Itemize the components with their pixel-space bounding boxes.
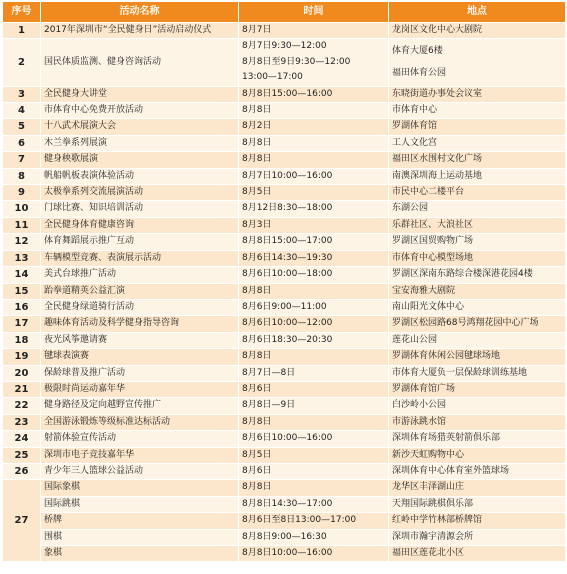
activity-time-line: 8月8日: [242, 416, 272, 427]
activity-name: [41, 447, 239, 463]
activity-location: [389, 217, 566, 233]
activity-name-line: 夜光风筝邀请赛: [44, 334, 108, 345]
activity-location-line: 福田体育公园: [392, 68, 447, 79]
row-number: 13: [3, 250, 41, 266]
activity-name: [41, 316, 239, 332]
activity-name: [41, 414, 239, 430]
activity-name: [41, 103, 239, 119]
activity-name: [41, 365, 239, 381]
row-number: 11: [3, 217, 41, 233]
table-row: [3, 234, 566, 250]
activity-location: 福田区莲花北小区: [389, 546, 566, 562]
activity-time: [239, 283, 389, 299]
activity-name: [41, 398, 239, 414]
activity-name: [41, 431, 239, 447]
activity-location-line: 罗湖体育休闲公园毽球场地: [392, 351, 501, 362]
activity-name-line: 射箭体验宣传活动: [44, 433, 117, 444]
activity-time: [239, 103, 389, 119]
activity-location: 龙华区丰泽湖山庄: [389, 480, 566, 496]
activity-time-line: 8月8日至9日9:30—12:00: [242, 56, 351, 67]
activity-location-line: 市体育中心: [392, 105, 438, 116]
table-row: [3, 365, 566, 381]
activity-time-line: 8月7日—8日: [242, 367, 296, 378]
activity-time: [239, 86, 389, 102]
activity-time: [239, 201, 389, 217]
row-number: 20: [3, 365, 41, 381]
activity-location: [389, 283, 566, 299]
activity-location: [389, 414, 566, 430]
table-row: [3, 168, 566, 184]
activity-time-line: 8月7日9:30—12:00: [242, 41, 327, 52]
table-row: [3, 381, 566, 397]
activity-time: [239, 152, 389, 168]
activity-time: [239, 185, 389, 201]
activity-time: [239, 463, 389, 479]
activity-name-line: 全民健身绿道骑行活动: [44, 301, 135, 312]
activity-name-line: 青少年三人篮球公益活动: [44, 465, 144, 476]
row-number: 21: [3, 381, 41, 397]
table-header-row: [3, 2, 566, 23]
activity-location-line: 罗湖区国贸购物广场: [392, 236, 474, 247]
activity-time-line: 8月3日: [242, 219, 272, 230]
activity-location-line: 罗湖区深南东路综合楼深港花园4楼: [392, 269, 533, 280]
activity-location: [389, 39, 566, 86]
activity-location-line: 福田区水围村文化广场: [392, 154, 483, 165]
activity-name: [41, 463, 239, 479]
activity-time: [239, 250, 389, 266]
activity-time: [239, 332, 389, 348]
activity-location: [389, 250, 566, 266]
activity-time-line: 8月5日: [242, 187, 272, 198]
table-row: [3, 283, 566, 299]
table-row: [3, 103, 566, 119]
table-row: [3, 513, 566, 529]
activity-name: [41, 23, 239, 39]
activity-name-line: 太极拳系列交流展演活动: [44, 187, 144, 198]
activity-location: [389, 332, 566, 348]
row-number: 14: [3, 267, 41, 283]
activity-time-line: 8月6日10:00—16:00: [242, 433, 333, 444]
row-number: 8: [3, 168, 41, 184]
activity-name: [41, 119, 239, 135]
table-row: [3, 217, 566, 233]
row-number: 16: [3, 299, 41, 315]
activity-time-line: 8月8日: [242, 351, 272, 362]
activity-time: [239, 234, 389, 250]
row-number: 3: [3, 86, 41, 102]
activity-time-line: 8月6日9:00—11:00: [242, 301, 327, 312]
activity-name-line: 十八武术展演大会: [44, 121, 117, 132]
activity-location-line: 南澳深圳海上运动基地: [392, 170, 483, 181]
activity-name: [41, 299, 239, 315]
activity-location: [389, 365, 566, 381]
table-row: [3, 463, 566, 479]
table-row: [3, 398, 566, 414]
activity-name-line: 门球比赛、知识培训活动: [44, 203, 144, 214]
activity-location: [389, 316, 566, 332]
activity-name: 桥牌: [41, 513, 239, 529]
activity-location-line: 乐群社区、大浪社区: [392, 219, 474, 230]
activity-name-line: 极限时尚运动嘉年华: [44, 383, 126, 394]
header-time: 时间: [239, 2, 389, 23]
activity-name-line: 健身秧歌展演: [44, 154, 99, 165]
table-row: [3, 135, 566, 151]
activity-time: [239, 267, 389, 283]
activity-location-line: 市体育中心模型场地: [392, 252, 474, 263]
activity-name-line: 木兰拳系列展演: [44, 137, 108, 148]
activity-location-line: 东晓街道办事处会议室: [392, 88, 483, 99]
activity-location: 天翔国际跳棋俱乐部: [389, 496, 566, 512]
activity-name: [41, 185, 239, 201]
activity-location: [389, 267, 566, 283]
activity-name: [41, 168, 239, 184]
activity-time: [239, 217, 389, 233]
activity-location: [389, 234, 566, 250]
activity-time-line: 8月8日: [242, 154, 272, 165]
activity-name-line: 帆船帆板表演体验活动: [44, 170, 135, 181]
row-number: 15: [3, 283, 41, 299]
activity-location: [389, 135, 566, 151]
activity-name-line: 全民健身体育健康咨询: [44, 219, 135, 230]
activity-location: [389, 152, 566, 168]
activity-time: [239, 431, 389, 447]
header-activity-name: 活动名称: [41, 2, 239, 23]
activity-time: [239, 381, 389, 397]
row-number: 7: [3, 152, 41, 168]
table-row: [3, 299, 566, 315]
activity-time-line: 8月6日14:30—19:30: [242, 252, 333, 263]
activity-name: 国际跳棋: [41, 496, 239, 512]
activity-name: [41, 86, 239, 102]
activity-location-line: 莲花山公园: [392, 334, 438, 345]
activity-name-line: 车辆模型竞赛、表演展示活动: [44, 252, 162, 263]
table-row: [3, 529, 566, 545]
activity-time-line: 8月6日: [242, 383, 272, 394]
activity-location-line: 罗湖区松园路68号鸿翔花园中心广场: [392, 318, 539, 329]
activity-name: [41, 381, 239, 397]
activity-time: [239, 349, 389, 365]
row-number: 5: [3, 119, 41, 135]
row-number: 10: [3, 201, 41, 217]
table-row: [3, 431, 566, 447]
activity-location-line: 深圳体育场猎英射箭俱乐部: [392, 433, 501, 444]
activity-location: [389, 349, 566, 365]
activity-name-line: 国民体质监测、健身咨询活动: [44, 56, 162, 67]
activity-location: [389, 299, 566, 315]
activity-name: [41, 267, 239, 283]
activity-time: [239, 447, 389, 463]
activity-time: [239, 135, 389, 151]
activity-location-line: 工人文化宫: [392, 137, 438, 148]
activity-time-line: 8月6日10:00—18:00: [242, 269, 333, 280]
activity-time-line: 8月12日8:30—18:00: [242, 203, 333, 214]
activity-time: [239, 365, 389, 381]
activity-location-line: 市游泳跳水馆: [392, 416, 447, 427]
table-row: [3, 201, 566, 217]
activity-name: [41, 349, 239, 365]
activity-name-line: 全民健身大讲堂: [44, 88, 108, 99]
activity-time-line: 8月6日18:30—20:30: [242, 334, 333, 345]
activity-location-line: 龙岗区文化中心大剧院: [392, 25, 483, 35]
activity-location: [389, 103, 566, 119]
activity-location-line: 市民中心二楼平台: [392, 187, 465, 198]
activity-name: 国际象棋: [41, 480, 239, 496]
row-number: 25: [3, 447, 41, 463]
activity-time-line: 8月7日10:00—16:00: [242, 170, 333, 181]
table-row: [3, 447, 566, 463]
activity-time: [239, 299, 389, 315]
activity-location: [389, 381, 566, 397]
activity-name-line: 趣味体育活动及科学健身指导咨询: [44, 318, 180, 329]
activity-name: [41, 250, 239, 266]
table-row: [3, 349, 566, 365]
row-number: 1: [3, 23, 41, 39]
activity-time-line: 8月5日: [242, 449, 272, 460]
row-number: 22: [3, 398, 41, 414]
activity-location-line: 深圳体育中心体育室外篮球场: [392, 465, 510, 476]
activity-time: 8月8日10:00—16:00: [239, 546, 389, 562]
activity-name-line: 2017年深圳市“全民健身日”活动启动仪式: [44, 25, 212, 35]
table-row: [3, 496, 566, 512]
activity-time: 8月8日9:00—16:30: [239, 529, 389, 545]
table-row: [3, 250, 566, 266]
activity-name-line: 深圳市电子竞技嘉年华: [44, 449, 135, 460]
activity-location: [389, 119, 566, 135]
activity-location-line: 东湖公园: [392, 203, 429, 214]
activity-time: [239, 39, 389, 86]
activity-time-line: 13:00—17:00: [242, 72, 303, 83]
activity-time: [239, 23, 389, 39]
activity-location: [389, 463, 566, 479]
activity-location: [389, 185, 566, 201]
activity-time-line: 8月8日: [242, 285, 272, 296]
table-row: [3, 480, 566, 496]
activity-time: [239, 414, 389, 430]
activity-name-line: 毽球表演赛: [44, 351, 90, 362]
table-row: [3, 86, 566, 102]
activity-location-line: 新沙天虹购物中心: [392, 449, 465, 460]
row-number: 6: [3, 135, 41, 151]
activity-name: [41, 283, 239, 299]
row-number: 9: [3, 185, 41, 201]
activity-name: [41, 234, 239, 250]
activity-name: [41, 332, 239, 348]
row-number: 23: [3, 414, 41, 430]
activity-location: 深圳市瀚宇清源会所: [389, 529, 566, 545]
table-row: [3, 23, 566, 39]
row-number: 12: [3, 234, 41, 250]
activity-time: [239, 168, 389, 184]
row-number: 4: [3, 103, 41, 119]
activity-name-line: 体育舞蹈展示推广互动: [44, 236, 135, 247]
activity-time: 8月8日: [239, 480, 389, 496]
table-row: [3, 267, 566, 283]
activity-name: [41, 152, 239, 168]
activity-time-line: 8月6日10:00—12:00: [242, 318, 333, 329]
activity-location: [389, 86, 566, 102]
activity-location: [389, 447, 566, 463]
activity-location-line: 市体育大厦负一层保龄球训练基地: [392, 367, 528, 378]
activity-location: [389, 431, 566, 447]
activity-location-line: 白沙岭小公园: [392, 400, 447, 411]
activity-time: 8月6日至8日13:00—17:00: [239, 513, 389, 529]
activity-location: [389, 201, 566, 217]
activity-name: 围棋: [41, 529, 239, 545]
activity-location: 红岭中学竹林部桥牌馆: [389, 513, 566, 529]
activity-location-line: 宝安海雅大剧院: [392, 285, 456, 296]
table-row: [3, 546, 566, 562]
row-number: 2: [3, 39, 41, 86]
activity-name: [41, 201, 239, 217]
table-row: [3, 152, 566, 168]
row-number: 27: [3, 480, 41, 562]
activity-name-line: 市体育中心免费开放活动: [44, 105, 144, 116]
activity-name-line: 健身路径及定向越野宣传推广: [44, 400, 162, 411]
row-number: 18: [3, 332, 41, 348]
table-row: [3, 185, 566, 201]
activity-time: [239, 316, 389, 332]
header-no: 序号: [3, 2, 41, 23]
activity-time: 8月8日14:30—17:00: [239, 496, 389, 512]
activity-name-line: 保龄球普及推广活动: [44, 367, 126, 378]
activity-name: 象棋: [41, 546, 239, 562]
activity-time: [239, 119, 389, 135]
activity-time-line: 8月2日: [242, 121, 272, 132]
table-body: [3, 23, 566, 562]
activity-time-line: 8月7日: [242, 25, 272, 35]
activity-name-line: 全国游泳锻炼等级标准达标活动: [44, 416, 171, 427]
activity-name-line: 跆拳道精英公益汇演: [44, 285, 126, 296]
header-location: 地点: [389, 2, 566, 23]
table-row: [3, 119, 566, 135]
activity-time-line: 8月8日15:00—16:00: [242, 88, 333, 99]
row-number: 19: [3, 349, 41, 365]
activity-name-line: 美式台球推广活动: [44, 269, 117, 280]
activity-location: [389, 398, 566, 414]
activity-location-line: 罗湖体育馆: [392, 121, 438, 132]
activity-time-line: 8月6日: [242, 465, 272, 476]
activity-schedule-table: [2, 1, 566, 562]
activity-location-line: 罗湖体育馆广场: [392, 383, 456, 394]
activity-location-line: 南山阳光文体中心: [392, 301, 465, 312]
row-number: 17: [3, 316, 41, 332]
activity-name: [41, 217, 239, 233]
row-number: 26: [3, 463, 41, 479]
activity-location: [389, 23, 566, 39]
activity-location: [389, 168, 566, 184]
activity-time-line: 8月8日: [242, 105, 272, 116]
activity-time-line: 8月8日—9日: [242, 400, 296, 411]
table-row: [3, 414, 566, 430]
activity-time-line: 8月8日15:00—17:00: [242, 236, 333, 247]
table-row: [3, 316, 566, 332]
activity-time-line: 8月8日: [242, 137, 272, 148]
activity-time: [239, 398, 389, 414]
table-row: [3, 332, 566, 348]
activity-name: [41, 135, 239, 151]
activity-name: [41, 39, 239, 86]
activity-location-line: 体育大厦6楼: [392, 45, 443, 56]
table-row: [3, 39, 566, 86]
row-number: 24: [3, 431, 41, 447]
